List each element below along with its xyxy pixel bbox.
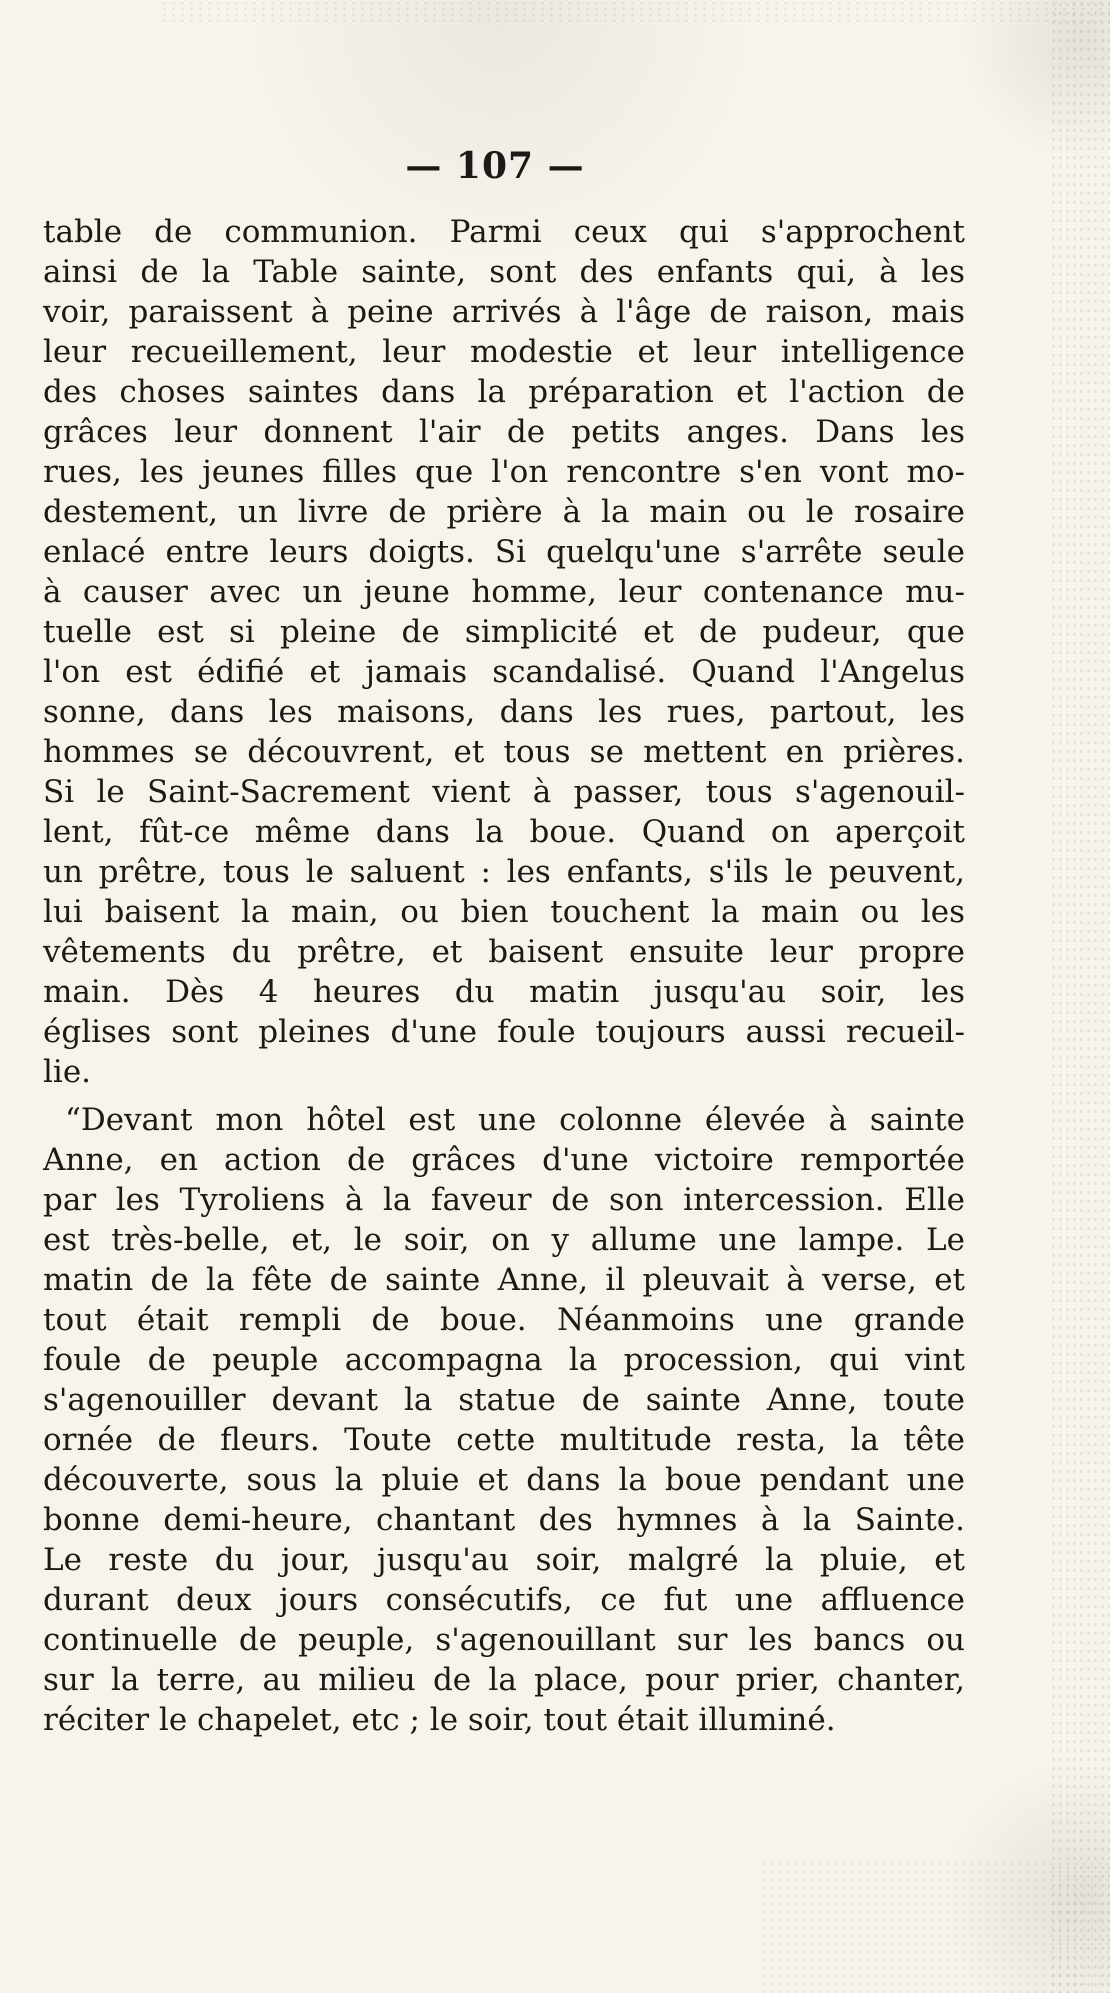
text-line: “Devant mon hôtel est une colonne élevée à sainte: [65, 1102, 965, 1138]
scan-noise-right-edge: [1050, 0, 1110, 1993]
page-number: — 107 —: [405, 145, 585, 187]
text-line: Si le Saint-Sacrement vient à passer, tous s'agenouil-: [43, 774, 965, 810]
text-line: Anne, en action de grâces d'une victoire remportée: [43, 1142, 965, 1178]
text-line: un prêtre, tous le saluent : les enfants, s'ils le peuvent,: [43, 854, 965, 890]
text-line: foule de peuple accompagna la procession, qui vint: [43, 1342, 965, 1378]
text-line: leur recueillement, leur modestie et leur intelligence: [43, 334, 965, 370]
text-line: s'agenouiller devant la statue de sainte Anne, toute: [43, 1382, 965, 1418]
text-line: continuelle de peuple, s'agenouillant sur les bancs ou: [43, 1622, 965, 1658]
text-line: sonne, dans les maisons, dans les rues, partout, les: [43, 694, 965, 730]
text-line: lui baisent la main, ou bien touchent la main ou les: [43, 894, 965, 930]
body-text: [43, 212, 965, 1740]
text-line: ornée de fleurs. Toute cette multitude resta, la tête: [43, 1422, 965, 1458]
text-line: des choses saintes dans la préparation et l'action de: [43, 374, 965, 410]
text-line: ainsi de la Table sainte, sont des enfants qui, à les: [43, 254, 965, 290]
text-line: l'on est édifié et jamais scandalisé. Quand l'Angelus: [43, 654, 965, 690]
text-line: enlacé entre leurs doigts. Si quelqu'une s'arrête seule: [43, 534, 965, 570]
scan-noise-top: [160, 0, 1110, 26]
text-line: découverte, sous la pluie et dans la boue pendant une: [43, 1462, 965, 1498]
text-line: sur la terre, au milieu de la place, pour prier, chanter,: [43, 1662, 965, 1698]
text-line: églises sont pleines d'une foule toujours aussi recueil-: [43, 1014, 965, 1050]
scan-noise-bottom: [760, 1860, 1110, 1993]
text-line: matin de la fête de sainte Anne, il pleuvait à verse, et: [43, 1262, 965, 1298]
text-line: lent, fût-ce même dans la boue. Quand on aperçoit: [43, 814, 965, 850]
text-line: bonne demi-heure, chantant des hymnes à la Sainte.: [43, 1502, 965, 1538]
text-line: lie.: [43, 1054, 92, 1090]
text-line: durant deux jours consécutifs, ce fut une affluence: [43, 1582, 965, 1618]
text-line: à causer avec un jeune homme, leur contenance mu-: [43, 574, 965, 610]
text-line: main. Dès 4 heures du matin jusqu'au soir, les: [43, 974, 965, 1010]
text-line: vêtements du prêtre, et baisent ensuite leur propre: [43, 934, 965, 970]
text-line: destement, un livre de prière à la main ou le rosaire: [43, 494, 965, 530]
text-line: réciter le chapelet, etc ; le soir, tout était illuminé.: [43, 1702, 836, 1738]
text-line: rues, les jeunes filles que l'on rencontre s'en vont mo-: [43, 454, 965, 490]
text-line: est très-belle, et, le soir, on y allume une lampe. Le: [43, 1222, 965, 1258]
text-line: tout était rempli de boue. Néanmoins une grande: [43, 1302, 965, 1338]
paragraph-gap: [43, 1092, 965, 1100]
text-line: voir, paraissent à peine arrivés à l'âge de raison, mais: [43, 294, 965, 330]
text-line: par les Tyroliens à la faveur de son intercession. Elle: [43, 1182, 965, 1218]
text-line: Le reste du jour, jusqu'au soir, malgré la pluie, et: [43, 1542, 965, 1578]
text-line: tuelle est si pleine de simplicité et de pudeur, que: [43, 614, 965, 650]
text-line: grâces leur donnent l'air de petits anges. Dans les: [43, 414, 965, 450]
text-line: table de communion. Parmi ceux qui s'approchent: [43, 214, 965, 250]
text-line: hommes se découvrent, et tous se mettent en prières.: [43, 734, 965, 770]
